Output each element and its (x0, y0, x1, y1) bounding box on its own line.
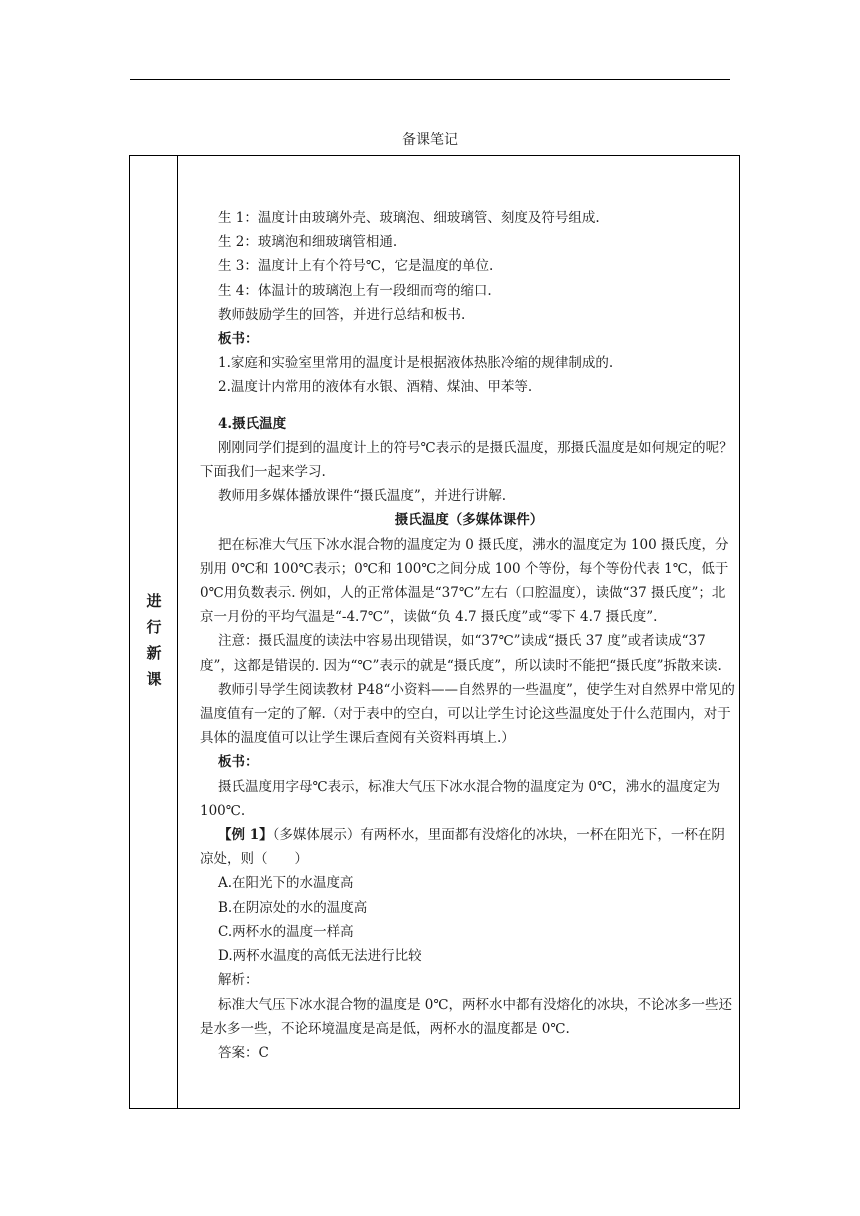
analysis-label: 解析： (218, 972, 259, 989)
example-question (200, 823, 738, 871)
section-label-char: 行 (146, 618, 162, 636)
student-answer-2: 生 2：玻璃泡和细玻璃管相通. (218, 234, 398, 251)
section-label-char: 新 (146, 644, 162, 662)
answer: 答案：C (218, 1044, 269, 1061)
reading-note: 注意：摄氏温度的读法中容易出现错误，如“37℃”读成“摄氏 37 度”或者读成“37 度”，这都是错误的. 因为“℃”表示的就是“摄氏度”，所以读时不能把“摄氏度”拆散来读. (200, 633, 722, 674)
option-d: D.两杯水温度的高低无法进行比较 (218, 948, 422, 965)
courseware-title: 摄氏温度（多媒体课件） (394, 512, 544, 529)
example-text: （多媒体展示）有两杯水，里面都有没熔化的冰块，一杯在阳光下，一杯在阴凉处，则（ ） (200, 827, 725, 868)
header-rule (130, 79, 730, 80)
board-item-2: 2.温度计内常用的液体有水银、酒精、煤油、甲苯等. (218, 379, 533, 396)
lesson-table (129, 155, 740, 1109)
section-4-intro: 刚刚同学们提到的温度计上的符号℃表示的是摄氏温度，那摄氏温度是如何规定的呢？下面我们一起来学习. (200, 439, 733, 481)
section-4-title: 4.摄氏温度 (218, 415, 287, 432)
board-heading-1: 板书： (218, 331, 259, 348)
board-heading-2: 板书： (218, 754, 259, 771)
spacer (200, 400, 738, 412)
board-item-1: 1.家庭和实验室里常用的温度计是根据液体热胀冷缩的规律制成的. (218, 355, 614, 372)
option-b: B.在阴凉处的水的温度高 (218, 899, 368, 916)
section-label (130, 588, 178, 692)
student-answer-1: 生 1：温度计由玻璃外壳、玻璃泡、细玻璃管、刻度及符号组成. (218, 210, 600, 226)
analysis-text: 标准大气压下冰水混合物的温度是 0℃，两杯水中都有没熔化的冰块，不论冰多一些还是水多一些，不论环境温度是高是低，两杯水的温度都是 0℃. (200, 996, 732, 1037)
section-label-char: 课 (146, 670, 162, 688)
teacher-guidance: 教师引导学生阅读教材 P48“小资料——自然界的一些温度”，使学生对自然界中常见的温度值有一定的了解.（对于表中的空白，可以让学生讨论这些温度处于什么范围内，对于具体的温度值可以让学生课后查阅有关资料再填上.） (200, 681, 735, 747)
teacher-courseware: 教师用多媒体播放课件“摄氏温度”，并进行讲解. (218, 488, 507, 505)
option-a: A.在阳光下的水温度高 (218, 875, 354, 892)
board-body-2: 摄氏温度用字母℃表示，标准大气压下冰水混合物的温度定为 0℃，沸水的温度定为 100℃. (200, 778, 721, 819)
section-label-char: 进 (146, 592, 162, 610)
teacher-summary: 教师鼓励学生的回答，并进行总结和板书. (218, 306, 466, 323)
courseware-body: 把在标准大气压下冰水混合物的温度定为 0 摄氏度，沸水的温度定为 100 摄氏度，分别用 0℃和 100℃表示；0℃和 100℃之间分成 100 个等份，每个等份代表 1℃，低于 0℃用负数表示. 例如，人的正常体温是“37℃”左右（口腔温度），读做“37 摄氏度”；北京一月份的平均气温是“-4.7℃”，读做“负 4.7 摄氏度”或“零下 4.7 摄氏度”. (200, 536, 729, 626)
option-c: C.两杯水的温度一样高 (218, 923, 354, 940)
lesson-content (200, 206, 738, 1065)
notes-title: 备课笔记 (402, 132, 458, 148)
example-label: 【例 1】 (218, 827, 273, 844)
student-answer-3: 生 3：温度计上有个符号℃，它是温度的单位. (218, 258, 494, 275)
student-answer-4: 生 4：体温计的玻璃泡上有一段细而弯的缩口. (218, 282, 492, 299)
